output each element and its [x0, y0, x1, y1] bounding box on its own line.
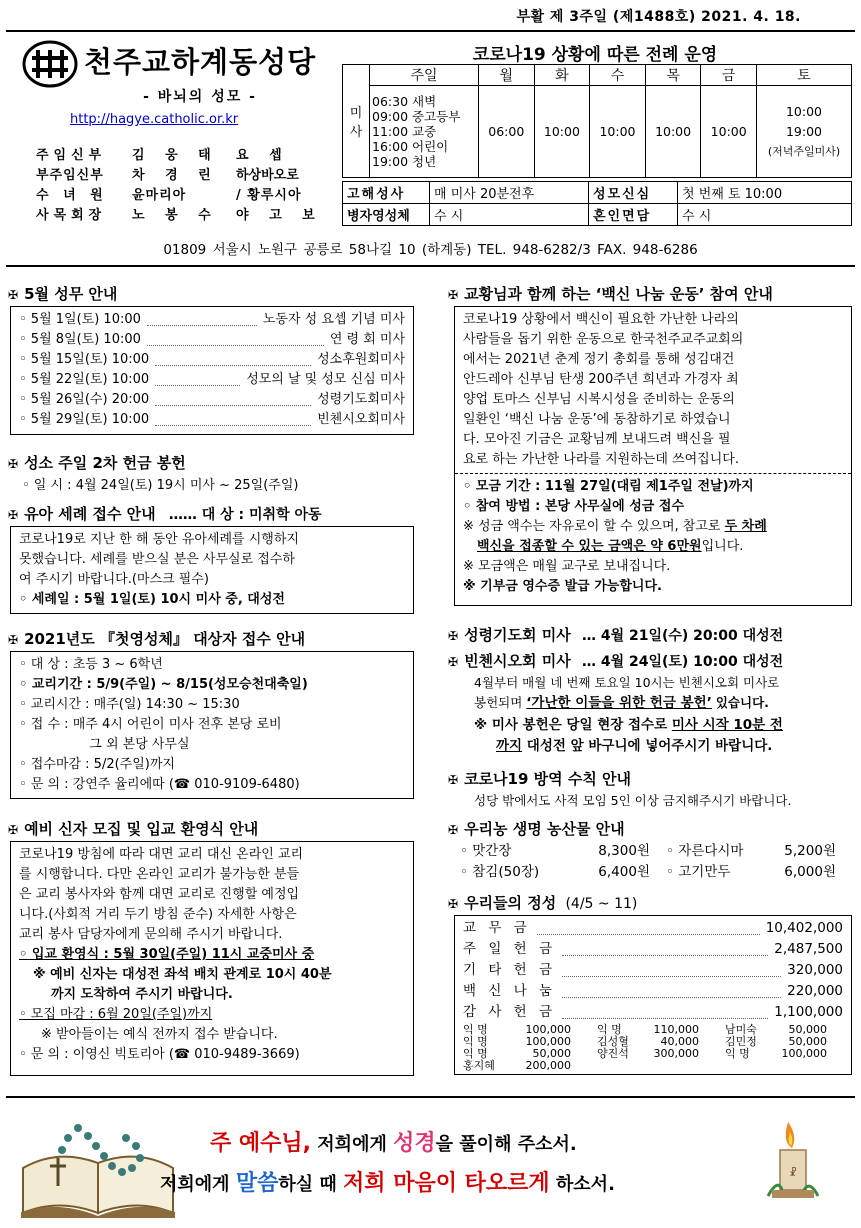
day-header: 월 — [479, 65, 535, 86]
confession-label: 고해성사 — [343, 182, 430, 204]
offering-row: 기 타 헌 금 320,000 — [463, 962, 843, 978]
banner-line-2: 저희에게 말씀하실 때 저희 마음이 타오르게 하소서. — [160, 1171, 615, 1196]
vincent-note: ※ 미사 봉헌은 당일 현장 접수로 미사 시작 10분 전 까지 대성전 앞 바구니에 넣어주시기 바랍니다. — [474, 717, 783, 754]
sick-communion-label: 병자영성체 — [343, 204, 430, 226]
staff-row: 사목회장 노 봉 수 야 고 보 — [36, 208, 323, 223]
staff-row: 부주임신부 차 경 린 하상바오로 — [36, 168, 299, 183]
list-item: ◦ 5월 22일(토) 10:00 성모의 날 및 성모 신심 미사 — [19, 372, 405, 387]
text-line: 를 시행합니다. 다만 온라인 교리가 불가능한 분들 — [19, 867, 300, 882]
welcome-note: 까지 도착하여 주시기 바랍니다. — [51, 987, 233, 1002]
day-header: 토 — [757, 65, 852, 86]
day-header: 주일 — [370, 65, 479, 86]
mass-schedule-title: 코로나19 상황에 따른 전례 운영 — [472, 45, 718, 65]
text-line: 코로나19 상황에서 백신이 필요한 가난한 나라의 — [463, 312, 739, 327]
sacrament-table — [342, 181, 852, 226]
church-address: 01809 서울시 노원구 공릉로 58나길 10 (하계동) TEL. 948-6282/3 FAX. 948-6286 — [163, 242, 698, 258]
text-line: 여 주시기 바랍니다.(마스크 필수) — [19, 572, 209, 587]
day-header: 화 — [534, 65, 590, 86]
cross-icon: ✠ — [8, 633, 19, 647]
offerings-box — [454, 915, 852, 1075]
top-divider — [6, 30, 855, 32]
farm-products-list — [460, 841, 840, 883]
text-line: 에서는 2021년 춘계 정기 총회를 통해 성김대건 — [463, 352, 735, 367]
vincent-text: 4월부터 매월 네 번째 토요일 10시는 빈첸시오회 미사로 봉헌되며 ‘가난한 이들을 위한 헌금 봉헌’ 있습니다. — [474, 675, 780, 711]
list-item: ◦ 접 수 : 매주 4시 어린이 미사 전후 본당 로비 — [19, 717, 282, 732]
farm-products-title: ✠ 우리농 생명 농산물 안내 — [448, 820, 625, 838]
mass-schedule-table — [342, 64, 852, 178]
list-item: ◦ 문 의 : 강연주 율리에따 (☎ 010-9109-6480) — [19, 777, 300, 792]
mother-devotion-label: 성모신심 — [589, 182, 678, 204]
donor-row: 익 명 100,000 익 명 110,000 남미숙 50,000 — [463, 1023, 827, 1036]
dashed-divider — [455, 473, 851, 474]
cross-icon: ✠ — [448, 655, 459, 669]
list-item: ◦ 교리시간 : 매주(일) 14:30 ~ 15:30 — [19, 697, 240, 712]
church-subtitle: - 바뇌의 성모 - — [143, 89, 257, 105]
day-header: 수 — [590, 65, 646, 86]
recruit-deadline: ◦ 모집 마감 : 6월 20일(주일)까지 — [19, 1007, 213, 1022]
catechumen-contact: ◦ 문 의 : 이영신 빅토리아 (☎ 010-9489-3669) — [19, 1047, 300, 1062]
list-item: ◦ 접수마감 : 5/2(주일)까지 — [19, 757, 175, 772]
cross-icon: ✠ — [448, 773, 459, 787]
text-line: 못했습니다. 세례를 받으실 분은 사무실로 접수하 — [19, 552, 295, 567]
baptism-date: ◦ 세례일 : 5월 1일(토) 10시 미사 중, 대성전 — [19, 592, 285, 607]
vincent-detail: … 4월 24일(토) 10:00 대성전 — [581, 654, 784, 670]
list-item: ◦ 5월 8일(토) 10:00 연 령 회 미사 — [19, 332, 405, 347]
staff-list — [36, 146, 332, 226]
text-line: 양업 토마스 신부님 시복시성을 준비하는 운동의 — [463, 392, 735, 407]
mother-devotion-value: 첫 번째 토 10:00 — [678, 182, 852, 204]
mass-row-label: 미사 — [343, 65, 370, 178]
vocation-sunday-text: ◦ 일 시 : 4월 24일(토) 19시 미사 ~ 25일(주일) — [22, 478, 299, 493]
text-line: 다. 모아진 기금은 교황님께 보내드려 백신을 필 — [463, 432, 731, 447]
svg-text:☧: ☧ — [789, 1168, 797, 1179]
sunday-mass-times: 06:30 새벽 09:00 중고등부 11:00 교중 16:00 어린이 19:00 청년 — [370, 86, 479, 178]
issue-info: 부활 제 3주일 (제1488호) 2021. 4. 18. — [516, 9, 801, 25]
offerings-period: (4/5 ~ 11) — [565, 896, 638, 912]
donor-row: 홍지혜 200,000 — [463, 1059, 571, 1072]
first-communion-title: ✠ 2021년도 『첫영성체』 대상자 접수 안내 — [8, 630, 306, 648]
welcome-ceremony: ◦ 입교 환영식 : 5월 30일(주일) 11시 교중미사 중 — [19, 947, 315, 962]
weekday-mass-time: 10:00 — [590, 86, 646, 178]
offering-row: 교 무 금 10,402,000 — [463, 920, 843, 936]
homepage-link[interactable]: http://hagye.catholic.or.kr — [70, 112, 239, 127]
donor-row: 익 명 50,000 양진석 300,000 익 명 100,000 — [463, 1047, 827, 1060]
list-item: ◦ 대 상 : 초등 3 ~ 6학년 — [19, 657, 163, 672]
staff-row: 수 녀 원 윤마리아 / 황루시아 — [36, 188, 302, 203]
cross-icon: ✠ — [8, 508, 19, 522]
infant-baptism-box — [10, 526, 414, 614]
text-line: 일환인 ‘백신 나눔 운동’에 동참하기로 하였습니 — [463, 412, 731, 427]
vaccine-note: ※ 성금 액수는 자유로이 할 수 있으며, 참고로 두 차례 — [463, 519, 767, 534]
vincent-title: ✠ 빈첸시오회 미사 … 4월 24일(토) 10:00 대성전 — [448, 652, 784, 670]
footer-divider — [6, 1096, 855, 1098]
vaccine-note: ※ 기부금 영수증 발급 가능합니다. — [463, 579, 662, 594]
weekday-mass-time: 10:00 — [534, 86, 590, 178]
day-header: 금 — [701, 65, 757, 86]
weekday-mass-time: 06:00 — [479, 86, 535, 178]
prayer-group-detail: … 4월 21일(수) 20:00 대성전 — [581, 628, 784, 644]
vaccine-title: ✠ 교황님과 함께 하는 ‘백신 나눔 운동’ 참여 안내 — [448, 285, 773, 303]
sick-communion-value: 수 시 — [430, 204, 589, 226]
offering-row: 백 신 나 눔 220,000 — [463, 983, 843, 999]
list-item: ◦ 교리기간 : 5/9(주일) ~ 8/15(성모승천대축일) — [19, 677, 308, 692]
covid-rules-text: 성당 밖에서도 사적 모임 5인 이상 금지해주시기 바랍니다. — [474, 793, 792, 808]
list-item: ◦ 5월 26일(수) 20:00 성령기도회미사 — [19, 392, 405, 407]
staff-row: 주임신부 김 웅 태 요 셉 — [36, 148, 290, 163]
church-name: 천주교하계동성당 — [84, 45, 317, 79]
welcome-note: ※ 예비 신자는 대성전 좌석 배치 관계로 10시 40분 — [33, 967, 332, 982]
vaccine-period: ◦ 모금 기간 : 11월 27일(대림 제1주일 전날)까지 — [463, 479, 754, 494]
list-item: ◦ 맛간장 8,300원 ◦ 자른다시마 5,200원 — [460, 843, 836, 859]
text-line: 코로나19로 지난 한 해 동안 유아세례를 시행하지 — [19, 532, 299, 547]
weekday-mass-time: 10:00 — [701, 86, 757, 178]
text-line: 교리 봉사 담당자에게 문의해 주시기 바랍니다. — [19, 927, 283, 942]
cross-icon: ✠ — [448, 897, 459, 911]
cross-icon: ✠ — [448, 629, 459, 643]
saturday-mass-times: 10:00 19:00 (저녁주일미사) — [757, 86, 852, 178]
infant-baptism-title: ✠ 유아 세례 접수 안내 …… 대 상 : 미취학 아동 — [8, 505, 322, 523]
day-header: 목 — [645, 65, 701, 86]
catechumen-title: ✠ 예비 신자 모집 및 입교 환영식 안내 — [8, 820, 259, 838]
covid-rules-title: ✠ 코로나19 방역 수칙 안내 — [448, 770, 632, 788]
cross-icon: ✠ — [8, 288, 19, 302]
candle-icon — [758, 1118, 828, 1200]
weekday-mass-time: 10:00 — [645, 86, 701, 178]
deadline-note: ※ 받아들이는 예식 전까지 접수 받습니다. — [41, 1027, 278, 1042]
donor-list — [463, 1024, 843, 1072]
text-line: 사람들을 돕기 위한 운동으로 한국천주교주교회의 — [463, 332, 744, 347]
bible-rosary-icon — [18, 1108, 178, 1218]
first-communion-box — [10, 651, 414, 799]
vaccine-note: 백신을 접종할 수 있는 금액은 약 6만원입니다. — [477, 539, 744, 554]
vocation-sunday-title: ✠ 성소 주일 2차 헌금 봉헌 — [8, 454, 186, 472]
offering-row: 감 사 헌 금 1,100,000 — [463, 1004, 843, 1020]
list-item: 그 외 본당 사무실 — [19, 737, 190, 752]
cross-icon: ✠ — [8, 457, 19, 471]
list-item: ◦ 5월 29일(토) 10:00 빈첸시오회미사 — [19, 412, 405, 427]
may-liturgy-box — [10, 306, 414, 435]
church-logo-icon — [22, 40, 78, 88]
vaccine-note: ※ 모금액은 매월 교구로 보내집니다. — [463, 559, 671, 574]
list-item: ◦ 5월 1일(토) 10:00 노동자 성 요셉 기념 미사 — [19, 312, 405, 327]
text-line: 은 교리 봉사자와 함께 대면 교리로 진행할 예정입 — [19, 887, 300, 902]
header-divider — [6, 265, 855, 267]
may-liturgy-title: ✠ 5월 성무 안내 — [8, 285, 118, 303]
prayer-group-title: ✠ 성령기도회 미사 … 4월 21일(수) 20:00 대성전 — [448, 626, 784, 644]
marriage-value: 수 시 — [678, 204, 852, 226]
cross-icon: ✠ — [8, 823, 19, 837]
vaccine-box — [454, 306, 852, 606]
banner-line-1: 주 예수님, 저희에게 성경을 풀이해 주소서. — [210, 1131, 577, 1156]
offering-row: 주 일 헌 금 2,487,500 — [463, 941, 843, 957]
list-item: ◦ 참김(50장) 6,400원 ◦ 고기만두 6,000원 — [460, 864, 836, 880]
text-line: 안드레아 신부님 탄생 200주년 희년과 가경자 최 — [463, 372, 739, 387]
marriage-label: 혼인면담 — [589, 204, 678, 226]
vaccine-method: ◦ 참여 방법 : 본당 사무실에 성금 접수 — [463, 499, 685, 514]
text-line: 요로 하는 가난한 나라를 지원하는데 쓰여집니다. — [463, 452, 739, 467]
donor-row: 익 명 100,000 김성혈 40,000 김민정 50,000 — [463, 1035, 827, 1048]
catechumen-box — [10, 841, 414, 1076]
text-line: 코로나19 방침에 따라 대면 교리 대신 온라인 교리 — [19, 847, 304, 862]
confession-value: 매 미사 20분전후 — [430, 182, 589, 204]
cross-icon: ✠ — [448, 823, 459, 837]
cross-icon: ✠ — [448, 288, 459, 302]
offerings-title: ✠ 우리들의 정성 (4/5 ~ 11) — [448, 894, 638, 912]
infant-baptism-target: …… 대 상 : 미취학 아동 — [168, 507, 322, 523]
list-item: ◦ 5월 15일(토) 10:00 성소후원회미사 — [19, 352, 405, 367]
text-line: 니다.(사회적 거리 두기 방침 준수) 자세한 사항은 — [19, 907, 297, 922]
